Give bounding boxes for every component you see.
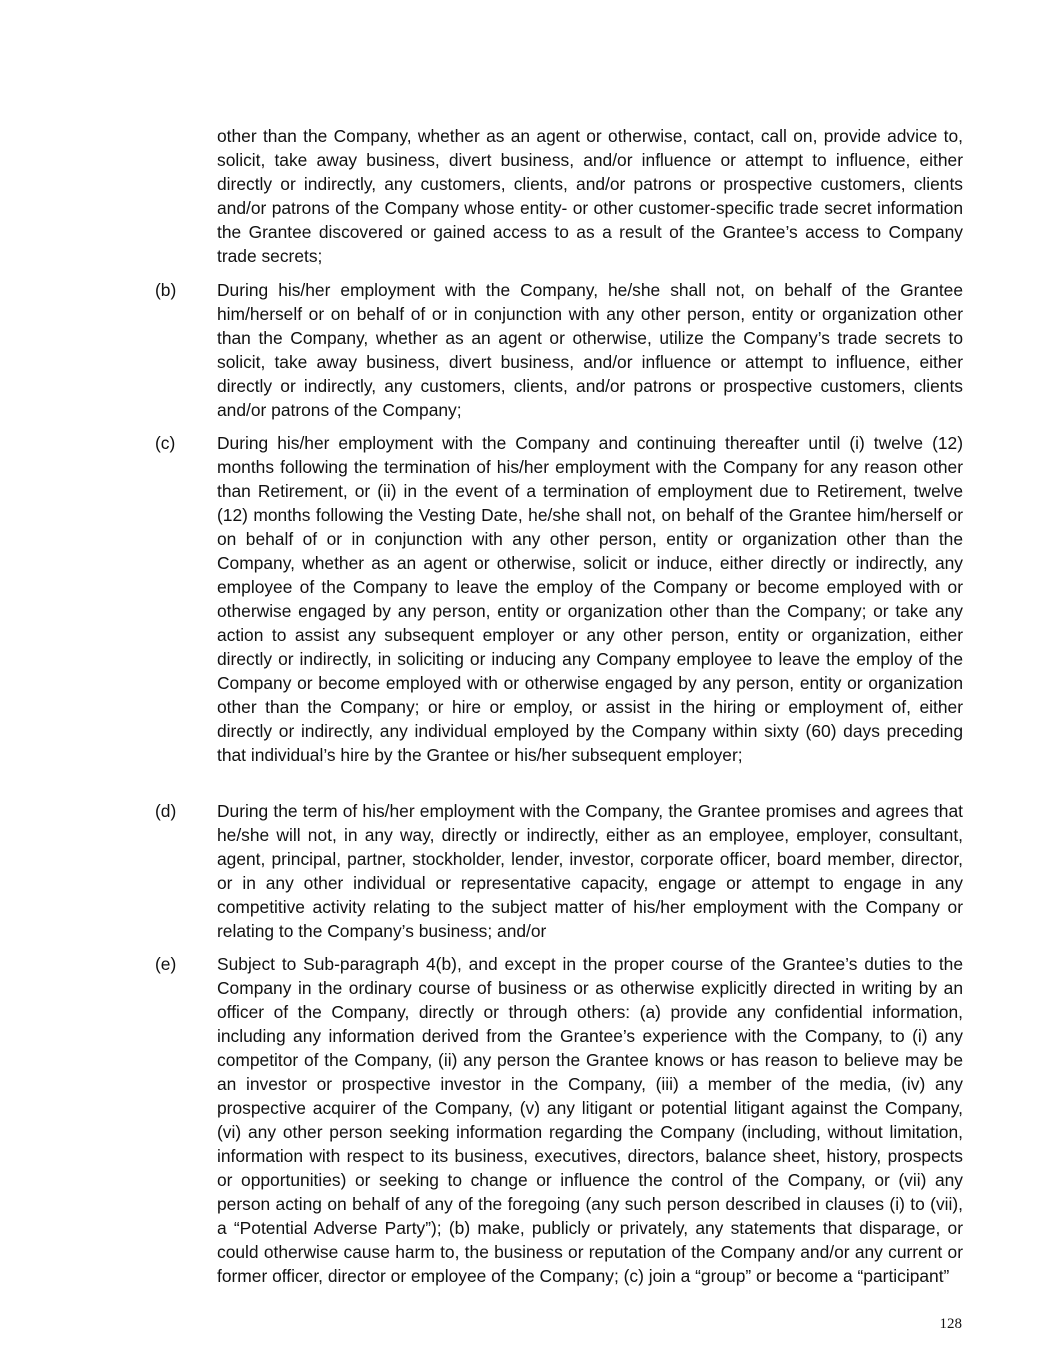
item-text: Subject to Sub-paragraph 4(b), and except in the proper course of the Grantee’s duties to the Company in the ordinary course of business or as otherwise explicitly directed in writing by an officer of the Company, directly or through others: (a) provide any confidential information, including any information derived from the Grantee’s experience with the Company, to (i) any competitor of the Company, (ii) any person the Grantee knows or has reason to believe may be an investor or prospective investor in the Company, (iii) a member of the media, (iv) any prospective acquirer of the Company, (v) any litigant or potential litigant against the Company, (vi) any other person seeking information regarding the Company (including, without limitation, information with respect to its business, executives, directors, balance sheet, history, prospects or opportunities) or seeking to change or influence the control of the Company, or (vii) any person acting on behalf of any of the foregoing (any such person described in clauses (i) to (vii), a “Potential Adverse Party”); (b) make, publicly or privately, any statements that disparage, or could otherwise cause harm to, the business or reputation of the Company and/or any current or former officer, director or employee of the Company; (c) join a “group” or become a “participant”: [217, 954, 963, 1286]
item-text: During his/her employment with the Company and continuing thereafter until (i) twelve (12) months following the termination of his/her employment with the Company for any reason other than Retirement, or (ii) in the event of a termination of employment due to Retirement, twelve (12) months following the Vesting Date, he/she shall not, on behalf of the Grantee him/herself or on behalf of or in conjunction with any other person, entity or organization other than the Company, whether as an agent or otherwise, solicit or induce, either directly or indirectly, any employee of the Company to leave the employ of the Company or become employed with or otherwise engaged by any person, entity or organization other than the Company; or take any action to assist any subsequent employer or any other person, entity or organization, either directly or indirectly, in soliciting or inducing any Company employee to leave the employ of the Company or become employed with or otherwise engaged by any person, entity or organization other than the Company; or hire or employ, or assist in the hiring or employment of, either directly or indirectly, any individual employed by the Company within sixty (60) days preceding that individual’s hire by the Grantee or his/her subsequent employer;: [217, 433, 963, 765]
item-label: (c): [155, 433, 176, 453]
item-text: During the term of his/her employment with the Company, the Grantee promises and agrees that he/she will not, in any way, directly or indirectly, either as an employee, employer, consultant, agent, principal, partner, stockholder, lender, investor, corporate officer, board member, director, or in any other individual or representative capacity, engage or attempt to engage in any competitive activity relating to the subject matter of his/her employment with the Company or relating to the Company’s business; and/or: [217, 801, 963, 941]
item-label: (b): [155, 280, 177, 300]
item-text: During his/her employment with the Company, he/she shall not, on behalf of the Grantee him/herself or on behalf of or in conjunction with any other person, entity or organization other than the Company, whether as an agent or otherwise, utilize the Company’s trade secrets to solicit, take away business, divert business, and/or influence or attempt to influence, either directly or indirectly, any customers, clients, and/or patrons or prospective customers, clients and/or patrons of the Company;: [217, 280, 963, 420]
continued-paragraph: other than the Company, whether as an agent or otherwise, contact, call on, provide advice to, solicit, take away business, divert business, and/or influence or attempt to influence, either directly or indirectly, any customers, clients, and/or patrons or prospective customers, clients and/or patrons of the Company whose entity- or other customer-specific trade secret information the Grantee discovered or gained access to as a result of the Grantee’s access to Company trade secrets;: [217, 126, 963, 266]
item-label: (e): [155, 954, 177, 974]
page-number: 128: [939, 1316, 962, 1332]
item-label: (d): [155, 801, 177, 821]
